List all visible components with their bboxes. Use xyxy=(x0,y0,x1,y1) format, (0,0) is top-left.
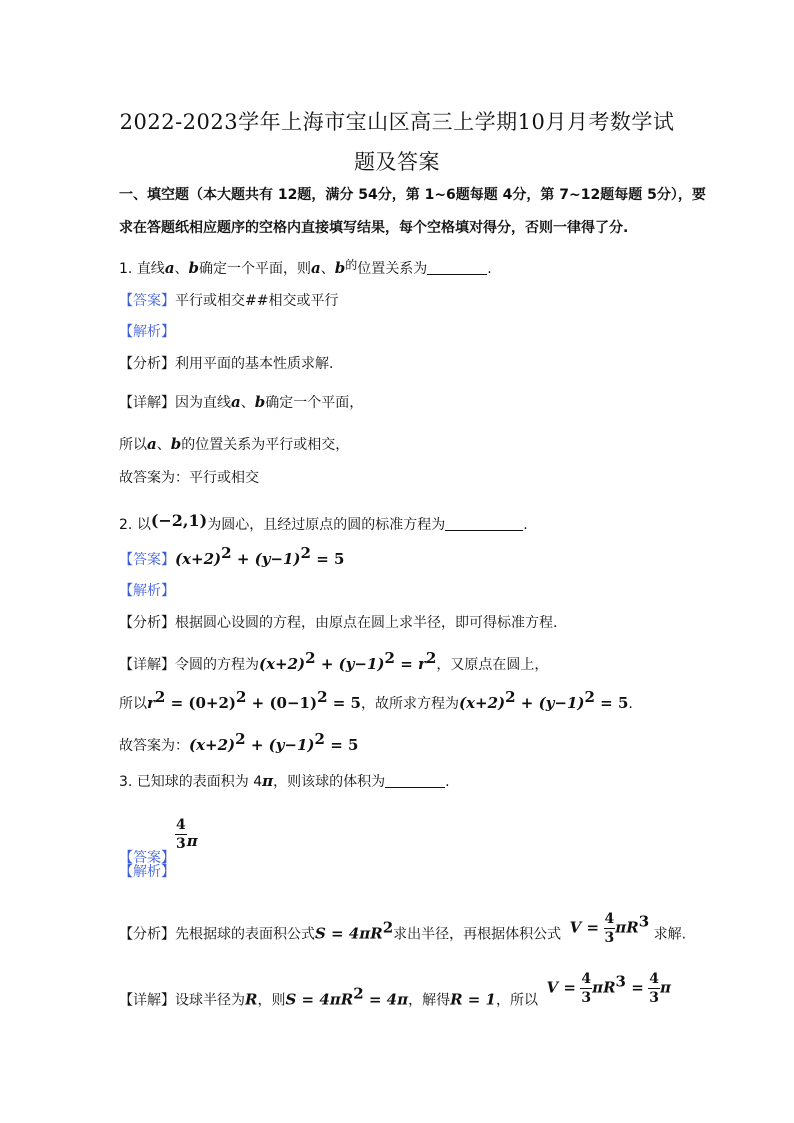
q1-number: 1. xyxy=(119,261,133,277)
q2-conclusion: 故答案为：$(x+2)^2 + (y-1)^2 = 5$ xyxy=(119,730,359,754)
q1-answer: 【答案】平行或相交##相交或平行 xyxy=(119,293,339,309)
answer-blank xyxy=(385,773,445,788)
q2-fenxi: 【分析】根据圆心设圆的方程，由原点在圆上求半径，即可得标准方程. xyxy=(119,615,558,631)
volume-result: V = $\frac{4}{3}$ $\pi R^3$ = $\frac{4}{3}$ π xyxy=(546,971,671,1006)
q3-answer: 【答案】 $\frac{4}{3}$ π xyxy=(119,817,198,866)
answer-blank xyxy=(445,516,523,531)
doc-title-line1: 2022-2023学年上海市宝山区高三上学期10月月考数学试 xyxy=(119,110,675,134)
doc-title-line2: 题及答案 xyxy=(354,150,440,174)
q2-stem: 2. 以(−2,1)为圆心，且经过原点的圆的标准方程为 . xyxy=(119,511,528,533)
q2-analysis-label: 【解析】 xyxy=(119,583,175,599)
q3-analysis-label: 【解析】 xyxy=(119,864,175,880)
fraction-4-3: $\frac{4}{3}$ xyxy=(176,817,186,852)
q2-detail: 【详解】令圆的方程为$(x+2)^2 + (y-1)^2 = r^2$，又原点在圆上， xyxy=(119,649,549,673)
q1-fenxi: 【分析】利用平面的基本性质求解. xyxy=(119,356,334,372)
q3-detail: 【详解】设球半径为R，则$S = 4\pi R^2 = 4\pi$，解得R = 1，所以 V = $\frac{4}{3}$ $\pi R^3$ = $\frac{4}{3}$ π xyxy=(119,971,671,1009)
section-header-line2: 求在答题纸相应题序的空格内直接填写结果，每个空格填对得分，否则一律得了分. xyxy=(119,220,629,236)
q3-stem: 3. 已知球的表面积为 4π，则该球的体积为 . xyxy=(119,772,450,790)
q2-number: 2. xyxy=(119,517,133,533)
q1-conclusion: 故答案为：平行或相交 xyxy=(119,470,259,486)
math-a: a xyxy=(164,259,175,277)
q3-number: 3. xyxy=(119,774,133,790)
q3-fenxi: 【分析】先根据球的表面积公式$S = 4\pi R^2$求出半径，再根据体积公式 V = $\frac{4}{3}$ $\pi R^3$ 求解. xyxy=(119,911,687,946)
q2-answer: 【答案】$(x+2)^2 + (y-1)^2 = 5$ xyxy=(119,544,345,568)
section-header-line1: 一、填空题（本大题共有 12题，满分 54分，第 1~6题每题 4分，第 7~12题每题 5分），要 xyxy=(119,187,706,203)
q1-detail: 【详解】因为直线a、b确定一个平面， xyxy=(119,393,364,411)
q2-detail-2: 所以$r^2 = (0+2)^2 + (0-1)^2 = 5$，故所求方程为$(x+2)^2 + (y-1)^2 = 5$. xyxy=(119,688,633,712)
math-b: b xyxy=(188,259,200,277)
q1-stem: 1. 直线a、b确定一个平面，则a、$b^的$位置关系为 . xyxy=(119,258,492,277)
q1-analysis-label: 【解析】 xyxy=(119,324,175,340)
pi-symbol: π xyxy=(262,772,274,790)
q1-detail-2: 所以a、b的位置关系为平行或相交， xyxy=(119,435,350,453)
volume-formula: V = $\frac{4}{3}$ $\pi R^3$ xyxy=(569,911,650,946)
answer-blank xyxy=(427,260,487,275)
